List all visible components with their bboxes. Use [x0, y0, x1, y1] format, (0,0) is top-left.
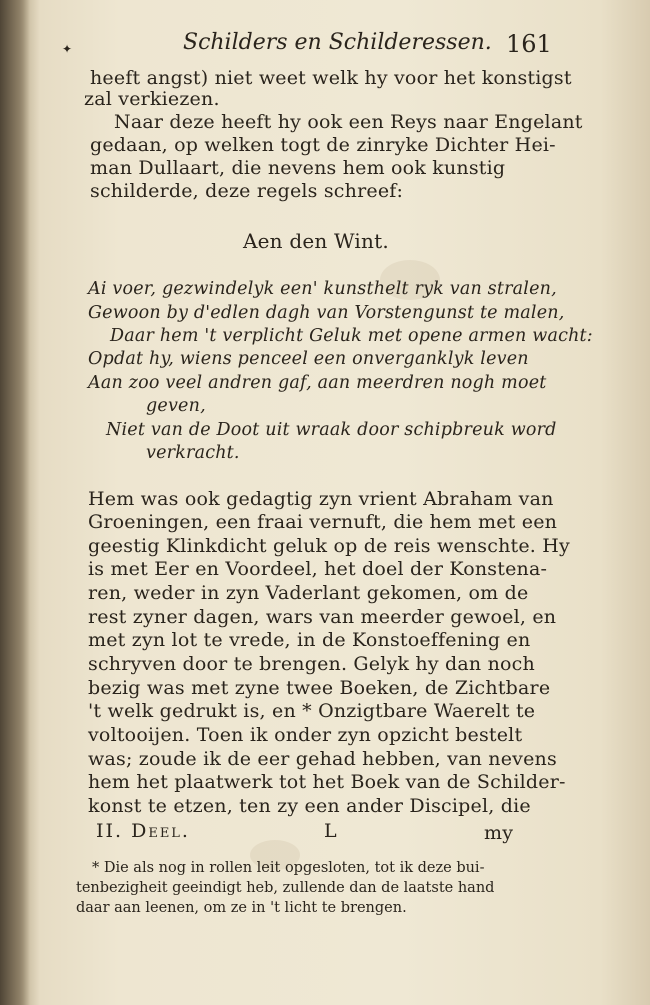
poem-line: Opdat hy, wiens penceel een onverganklyk leven — [88, 349, 529, 369]
catchword: my — [484, 822, 514, 844]
poem-line: Gewoon by d'edlen dagh van Vorstengunst te malen, — [88, 303, 565, 323]
text-line: schilderde, deze regels schreef: — [90, 180, 404, 202]
text-line: voltooijen. Toen ik onder zyn opzicht bestelt — [88, 724, 523, 746]
signature-mark: II. Deel. — [96, 820, 190, 842]
footnote-line: daar aan leenen, om ze in 't licht te brengen. — [76, 900, 407, 916]
text-line: man Dullaart, die nevens hem ook kunstig — [90, 157, 506, 179]
poem-line: Ai voer, gezwindelyk een' kunsthelt ryk van stralen, — [88, 279, 557, 299]
signature-letter: L — [324, 820, 337, 842]
text-line: hem het plaatwerk tot het Boek van de Schilder- — [88, 771, 566, 793]
text-line: schryven door te brengen. Gelyk hy dan noch — [88, 653, 535, 675]
running-title: Schilders en Schilderessen. — [183, 30, 492, 55]
poem-line: verkracht. — [146, 443, 240, 463]
text-line: heeft angst) niet weet welk hy voor het konstigst — [90, 67, 572, 89]
footnote-line: tenbezigheit geeindigt heb, zullende dan de laatste hand — [76, 880, 495, 896]
text-line: ren, weder in zyn Vaderlant gekomen, om de — [88, 582, 529, 604]
text-line: Groeningen, een fraai vernuft, die hem met een — [88, 511, 558, 533]
poem-line: Daar hem 't verplicht Geluk met opene armen wacht: — [110, 326, 593, 346]
page-gutter-shadow — [0, 0, 30, 1005]
text-line: met zyn lot te vrede, in de Konstoeffening en — [88, 629, 531, 651]
text-line: gedaan, op welken togt de zinryke Dichter Hei- — [90, 134, 556, 156]
margin-mark: ✦ — [62, 42, 73, 56]
poem-line: geven, — [146, 396, 206, 416]
text-line: was; zoude ik de eer gehad hebben, van nevens — [88, 748, 557, 770]
page-number: 161 — [506, 30, 552, 58]
poem-title: Aen den Wint. — [243, 229, 389, 253]
text-line: Naar deze heeft hy ook een Reys naar Engelant — [114, 111, 583, 133]
text-line: bezig was met zyne twee Boeken, de Zichtbare — [88, 677, 551, 699]
text-line: is met Eer en Voordeel, het doel der Konstena- — [88, 558, 548, 580]
text-line: Hem was ook gedagtig zyn vrient Abraham van — [88, 488, 554, 510]
footnote-line: * Die als nog in rollen leit opgesloten, tot ik deze bui- — [92, 860, 485, 876]
poem-line: Aan zoo veel andren gaf, aan meerdren nogh moet — [88, 373, 547, 393]
text-line: geestig Klinkdicht geluk op de reis wenschte. Hy — [88, 535, 570, 557]
text-line: 't welk gedrukt is, en * Onzigtbare Waerelt te — [88, 700, 536, 722]
poem-line: Niet van de Doot uit wraak door schipbreuk word — [106, 420, 557, 440]
text-line: zal verkiezen. — [84, 88, 220, 110]
text-line: rest zyner dagen, wars van meerder gewoel, en — [88, 606, 557, 628]
text-line: konst te etzen, ten zy een ander Discipel, die — [88, 795, 531, 817]
